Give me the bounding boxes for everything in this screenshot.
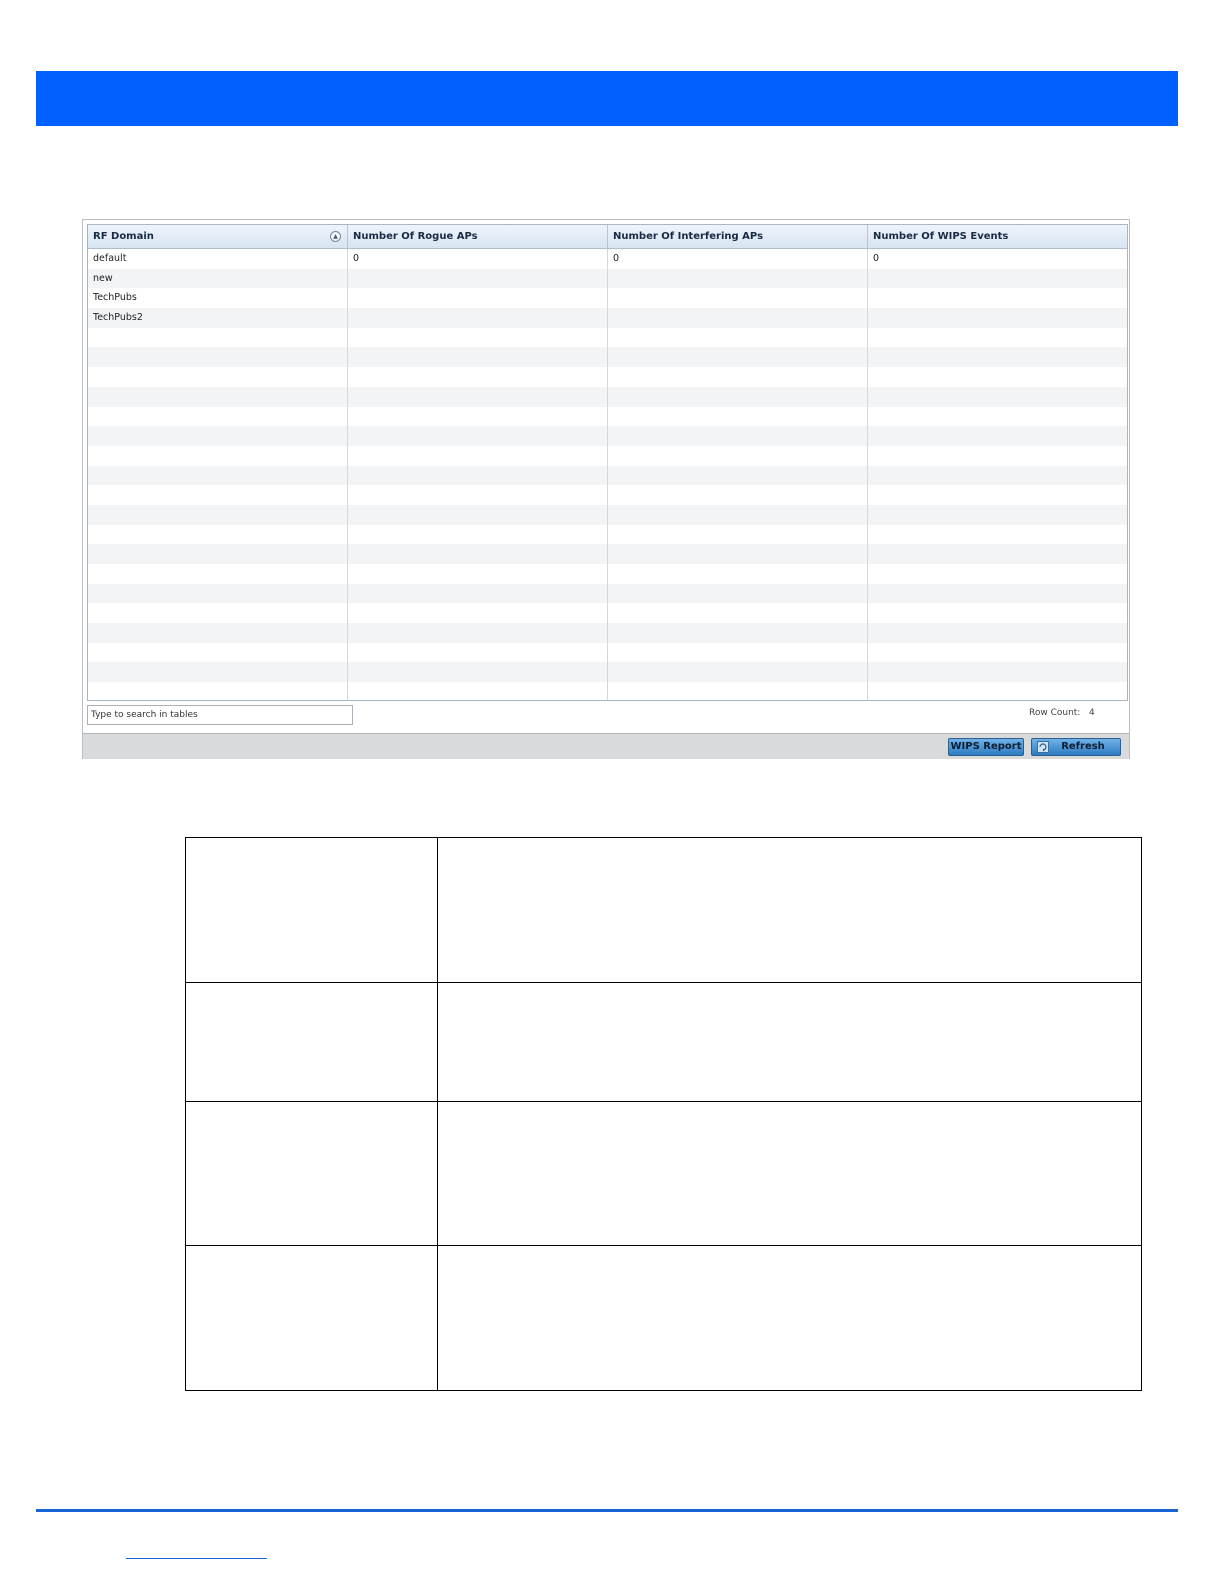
table-cell: 0 [873, 253, 880, 264]
table-row [88, 426, 1127, 446]
table-cell [608, 347, 868, 367]
table-row [88, 505, 1127, 525]
table-cell [608, 564, 868, 584]
column-header-label: RF Domain [93, 231, 154, 242]
table-cell [868, 662, 1127, 682]
table-cell [88, 387, 348, 407]
table-cell [88, 682, 348, 701]
footer-rule [36, 1509, 1178, 1512]
column-header-label: Number Of Interfering APs [613, 231, 764, 242]
column-header-rf-domain[interactable] [88, 225, 348, 248]
description-text [438, 1102, 1142, 1246]
table-cell [88, 564, 348, 584]
table-row [88, 525, 1127, 545]
table-cell [88, 623, 348, 643]
row-count-value: 4 [1089, 708, 1095, 718]
table-cell [868, 407, 1127, 427]
table-cell [868, 288, 1127, 308]
table-row [88, 466, 1127, 486]
table-cell [868, 643, 1127, 663]
top-banner [36, 71, 1178, 126]
table-cell [348, 505, 608, 525]
table-cell [348, 662, 608, 682]
table-cell [348, 623, 608, 643]
table-cell [88, 407, 348, 427]
table-cell [608, 426, 868, 446]
table-cell [88, 643, 348, 663]
table-row[interactable] [88, 249, 1127, 269]
table-cell [348, 603, 608, 623]
table-cell [608, 505, 868, 525]
table-row [88, 603, 1127, 623]
table-cell [348, 347, 608, 367]
table-cell [868, 269, 1127, 289]
table-cell [868, 544, 1127, 564]
table-cell [608, 662, 868, 682]
table-row [88, 407, 1127, 427]
table-cell [88, 584, 348, 604]
table-cell [608, 584, 868, 604]
table-cell [88, 426, 348, 446]
table-cell [868, 347, 1127, 367]
table-cell [868, 682, 1127, 701]
table-cell [88, 446, 348, 466]
table-cell [608, 603, 868, 623]
refresh-button[interactable] [1031, 738, 1121, 756]
wips-report-label: WIPS Report [950, 741, 1022, 752]
table-cell [608, 525, 868, 545]
table-cell: TechPubs [88, 288, 348, 308]
table-row [88, 446, 1127, 466]
table-row [88, 347, 1127, 367]
table-row [88, 367, 1127, 387]
table-cell [868, 525, 1127, 545]
description-term [186, 1102, 438, 1246]
row-count-label: Row Count: [1029, 708, 1081, 718]
rf-domain-wips-panel [82, 219, 1130, 759]
table-cell [868, 623, 1127, 643]
wips-report-button[interactable] [948, 738, 1024, 756]
table-cell [348, 426, 608, 446]
table-cell [88, 328, 348, 348]
table-row [186, 1102, 1142, 1246]
table-search-input[interactable] [87, 705, 353, 725]
table-cell [348, 485, 608, 505]
table-cell [348, 584, 608, 604]
table-cell [868, 505, 1127, 525]
table-cell [868, 603, 1127, 623]
refresh-label: Refresh [1061, 741, 1105, 752]
table-cell [348, 407, 608, 427]
description-text [438, 983, 1142, 1102]
table-cell [868, 367, 1127, 387]
table-row [88, 662, 1127, 682]
table-cell [608, 269, 868, 289]
table-cell [348, 466, 608, 486]
table-cell [348, 544, 608, 564]
table-row [88, 544, 1127, 564]
table-cell [608, 544, 868, 564]
table-cell [88, 525, 348, 545]
column-header-label: Number Of WIPS Events [873, 231, 1009, 242]
table-cell: new [88, 269, 348, 289]
description-table [185, 837, 1142, 1391]
action-bar [83, 733, 1129, 759]
table-row [88, 485, 1127, 505]
table-cell: default [88, 249, 348, 269]
table-row[interactable] [88, 288, 1127, 308]
table-cell: TechPubs2 [88, 308, 348, 328]
table-cell [348, 643, 608, 663]
table-cell [868, 328, 1127, 348]
table-cell [868, 485, 1127, 505]
column-header-rogue-aps[interactable] [348, 225, 608, 248]
table-cell [608, 387, 868, 407]
table-cell [88, 347, 348, 367]
table-row [88, 643, 1127, 663]
table-row[interactable] [88, 269, 1127, 289]
table-cell [608, 328, 868, 348]
table-header [88, 225, 1127, 249]
table-cell [348, 564, 608, 584]
search-placeholder: Type to search in tables [91, 710, 198, 720]
table-cell [348, 446, 608, 466]
table-cell [608, 643, 868, 663]
table-cell [608, 308, 868, 328]
description-text [438, 1246, 1142, 1391]
table-cell [868, 584, 1127, 604]
table-cell [608, 446, 868, 466]
table-row [88, 682, 1127, 701]
table-cell [348, 525, 608, 545]
description-text [438, 838, 1142, 983]
refresh-icon [1037, 741, 1049, 753]
table-cell [348, 328, 608, 348]
column-header-label: Number Of Rogue APs [353, 231, 478, 242]
table-cell [868, 564, 1127, 584]
table-cell [88, 505, 348, 525]
table-row[interactable] [88, 308, 1127, 328]
table-cell [868, 387, 1127, 407]
table-cell [88, 367, 348, 387]
description-term [186, 983, 438, 1102]
table-row [186, 838, 1142, 983]
table-cell [88, 466, 348, 486]
table-cell [608, 367, 868, 387]
table-cell [608, 485, 868, 505]
table-body [88, 249, 1127, 701]
table-cell [348, 269, 608, 289]
table-cell [608, 466, 868, 486]
table-cell [88, 485, 348, 505]
table-cell [608, 682, 868, 701]
table-cell [88, 662, 348, 682]
sort-ascending-icon[interactable]: ▲ [330, 231, 341, 242]
column-header-interfering-aps[interactable] [608, 225, 868, 248]
table-row [88, 564, 1127, 584]
footer-link-underline[interactable] [126, 1558, 267, 1559]
table-cell [608, 623, 868, 643]
table-cell: 0 [608, 249, 868, 269]
table-cell [348, 288, 608, 308]
column-header-wips-events[interactable] [868, 225, 1127, 248]
table-cell: 0 [348, 249, 608, 269]
description-term [186, 838, 438, 983]
description-term [186, 1246, 438, 1391]
table-cell [868, 446, 1127, 466]
wips-summary-table [87, 224, 1128, 701]
table-cell [348, 387, 608, 407]
table-row [88, 584, 1127, 604]
table-row [186, 983, 1142, 1102]
table-cell [348, 367, 608, 387]
table-row [186, 1246, 1142, 1391]
table-cell [348, 682, 608, 701]
table-cell [88, 603, 348, 623]
table-cell [608, 288, 868, 308]
table-row [88, 328, 1127, 348]
table-cell [868, 466, 1127, 486]
table-row [88, 387, 1127, 407]
table-cell [868, 308, 1127, 328]
table-row [88, 623, 1127, 643]
table-cell [868, 426, 1127, 446]
table-cell [608, 407, 868, 427]
table-cell [88, 544, 348, 564]
table-cell [348, 308, 608, 328]
